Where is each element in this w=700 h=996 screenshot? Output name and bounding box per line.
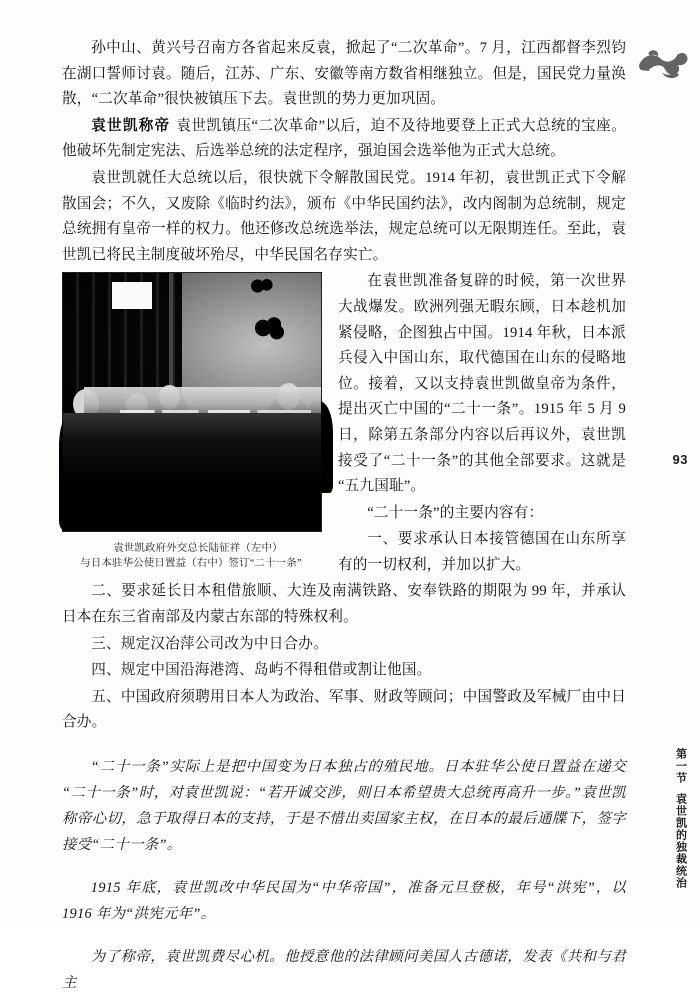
photo-potted-plant (253, 315, 287, 341)
clause-3: 三、规定汉冶萍公司改为中日合办。 (91, 635, 328, 652)
photo-chandelier (251, 279, 273, 293)
section-heading-yuan-shikai-emperor: 袁世凯称帝 (91, 117, 171, 134)
photo-conference-table (63, 413, 321, 532)
paragraph-spacer-3 (62, 927, 626, 944)
page-number: 93 (672, 452, 688, 467)
historical-photograph-figure (62, 272, 320, 571)
paragraph-2-text: 袁世凯镇压“二次革命”以后，迫不及待地要登上正式大总统的宝座。他破坏先制定宪法、后选举总统的法定程序，强迫国会选举他为正式大总统。 (62, 117, 626, 160)
paragraph-2 (62, 114, 626, 165)
paragraph-4: 在袁世凯准备复辟的时候，第一次世界大战爆发。欧洲列强无暇东顾，日本趁机加紧侵略，企图独占中国。1914 年秋，日本派兵侵入中国山东，取代德国在山东的侵略地位。接着，又以支持袁世凯做皇帝为条件，提出灭亡中国的“二十一条”。1915 年 5 月 9 日，除第五条部分内容以后再议外，袁世凯接受了“二十一条”的其他全部要求。这就是“五九国耻”。 (338, 273, 626, 495)
side-running-head (668, 748, 694, 889)
clause-5: 五、中国政府须聘用日本人为政治、军事、财政等顾问；中国警政及军械厂由中日合办。 (62, 688, 626, 731)
running-head-section: 第一节 (674, 748, 688, 784)
figure-and-wrapped-text (62, 269, 626, 737)
photo-wall-placard (112, 282, 152, 309)
paragraph-3: 袁世凯就任大总统以后，很快就下令解散国民党。1914 年初，袁世凯正式下令解散国会；不久，又废除《临时约法》，颁布《中华民国约法》，改内阁制为总统制，规定总统拥有皇帝一样的权力。他还修改总统选举法，规定总统可以无限期连任。至此，袁世凯已将民主制度破坏殆尽，中华民国名存实亡。 (62, 169, 626, 263)
paragraph-6: “二十一条”实际上是把中国变为日本独占的殖民地。日本驻华公使日置益在递交“二十一条”时，对袁世凯说：“若开诚交涉，则日本希望贵大总统再高升一步。”袁世凯称帝心切，急于取得日本的支持，于是不惜出卖国家主权，在日本的最后通牒下，签字接受“二十一条”。 (62, 759, 626, 854)
paragraph-spacer-1 (62, 737, 626, 754)
paragraph-7: 1915 年底，袁世凯改中华民国为“中华帝国”，准备元旦登极，年号“洪宪”，以 1916 年为“洪宪元年”。 (62, 880, 626, 923)
figure-caption-line-1: 袁世凯政府外交总长陆征祥（左中） (113, 543, 283, 555)
figure-caption (62, 541, 320, 571)
paragraph-5-intro: “二十一条”的主要内容有： (367, 504, 544, 521)
dragon-emblem-icon (630, 34, 692, 96)
main-text-column (62, 36, 626, 996)
photograph-image (62, 272, 322, 532)
figure-caption-line-2: 与日本驻华公使日置益（右中）签订“二十一条” (80, 558, 302, 570)
running-head-title: 袁世凯的独裁统治 (674, 793, 688, 889)
paragraph-8: 为了称帝，袁世凯费尽心机。他授意他的法律顾问美国人古德诺，发表《共和与君主 (62, 949, 626, 992)
clause-1: 一、要求承认日本接管德国在山东所享有的一切权利，并加以扩大。 (338, 531, 626, 573)
clause-2: 二、要求延长日本租借旅顺、大连及南满铁路、安奉铁路的期限为 99 年，并承认日本在东三省南部及内蒙古东部的特殊权利。 (62, 583, 626, 626)
paragraph-spacer-2 (62, 858, 626, 875)
clause-4: 四、规定中国沿海港湾、岛屿不得租借或割让他国。 (91, 662, 432, 679)
paragraph-1: 孙中山、黄兴号召南方各省起来反袁，掀起了“二次革命”。7 月，江西都督李烈钧在湖口誓师讨袁。随后，江苏、广东、安徽等南方数省相继独立。但是，国民党力量涣散，“二次革命”很快被镇压下去。袁世凯的势力更加巩固。 (62, 40, 626, 108)
